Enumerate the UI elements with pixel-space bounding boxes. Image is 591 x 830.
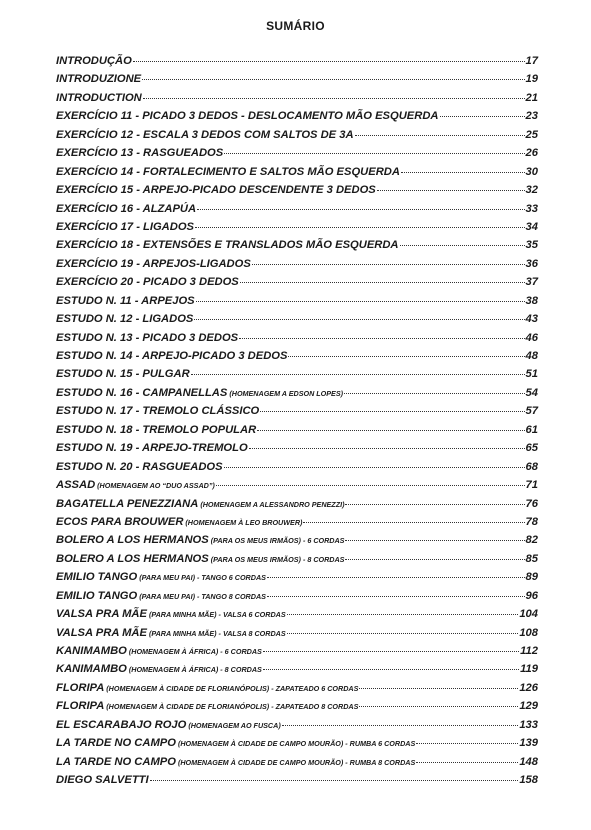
toc-entry-title bbox=[56, 110, 439, 122]
toc-page-number: 65 bbox=[525, 442, 538, 455]
toc-entry-title bbox=[56, 516, 302, 528]
toc-entry-title bbox=[56, 645, 262, 657]
toc-entry-main-text: ESTUDO N. 11 - ARPEJOS bbox=[56, 294, 195, 307]
toc-entry-title bbox=[56, 442, 248, 454]
dot-leader bbox=[240, 282, 525, 283]
toc-entry-title bbox=[56, 553, 344, 565]
toc-entry-title bbox=[56, 424, 256, 436]
toc-entry-title bbox=[56, 774, 149, 786]
dot-leader bbox=[345, 540, 524, 541]
toc-entry-title bbox=[56, 479, 215, 491]
dot-leader bbox=[196, 301, 525, 302]
toc-entry bbox=[56, 424, 538, 442]
toc-entry bbox=[56, 479, 538, 497]
toc-entry-main-text: EXERCÍCIO 17 - LIGADOS bbox=[56, 220, 195, 233]
toc-entry-main-text: EXERCÍCIO 18 - EXTENSÕES E TRANSLADOS MÃO ESQUERDA bbox=[56, 239, 399, 252]
toc-entry-main-text: VALSA PRA MÃE bbox=[56, 608, 147, 621]
toc-entry-main-text: EXERCÍCIO 13 - RASGUEADOS bbox=[56, 147, 224, 160]
toc-entry bbox=[56, 608, 538, 626]
toc-page-number: 35 bbox=[525, 239, 538, 252]
dot-leader bbox=[191, 374, 525, 375]
toc-entry bbox=[56, 276, 538, 294]
dot-leader bbox=[224, 467, 525, 468]
toc-entry-main-text: INTRODUCTION bbox=[56, 91, 142, 104]
toc-entry bbox=[56, 203, 538, 221]
toc-entry-main-text: ESTUDO N. 19 - ARPEJO-TREMOLO bbox=[56, 442, 248, 455]
toc-entry-title bbox=[56, 534, 344, 546]
toc-entry-main-text: EXERCÍCIO 14 - FORTALECIMENTO E SALTOS MÃO ESQUERDA bbox=[56, 165, 400, 178]
toc-entry-title bbox=[56, 350, 287, 362]
toc-entry-subtitle: (HOMENAGEM À CIDADE DE CAMPO MOURÃO) - RUMBA 6 CORDAS bbox=[175, 739, 416, 749]
toc-page-number: 43 bbox=[525, 313, 538, 326]
toc-entry-main-text: EXERCÍCIO 12 - ESCALA 3 DEDOS COM SALTOS DE 3A bbox=[56, 128, 354, 141]
dot-leader bbox=[345, 504, 524, 505]
toc-page-number: 26 bbox=[525, 147, 538, 160]
toc-entry bbox=[56, 258, 538, 276]
toc-entry-main-text: ESTUDO N. 18 - TREMOLO POPULAR bbox=[56, 423, 257, 436]
toc-entry-title bbox=[56, 461, 223, 473]
toc-entry bbox=[56, 221, 538, 239]
dot-leader bbox=[133, 61, 525, 62]
toc-entry bbox=[56, 756, 538, 774]
dot-leader bbox=[216, 485, 525, 486]
toc-entry bbox=[56, 184, 538, 202]
toc-entry-main-text: LA TARDE NO CAMPO bbox=[56, 755, 176, 768]
toc-entry bbox=[56, 534, 538, 552]
toc-page-number: 71 bbox=[525, 479, 538, 492]
toc-entry-title bbox=[56, 719, 281, 731]
toc-entry-subtitle: (PARA MINHA MÃE) - VALSA 8 CORDAS bbox=[146, 628, 286, 638]
toc-entry-title bbox=[56, 737, 415, 749]
toc-entry-subtitle: (PARA MEU PAI) - TANGO 6 CORDAS bbox=[137, 573, 266, 583]
dot-leader bbox=[400, 245, 525, 246]
toc-page-number: 104 bbox=[519, 608, 538, 621]
toc-page-number: 46 bbox=[525, 331, 538, 344]
toc-entry-main-text: EXERCÍCIO 15 - ARPEJO-PICADO DESCENDENTE 3 DEDOS bbox=[56, 184, 376, 197]
dot-leader bbox=[282, 725, 519, 726]
toc-entry-main-text: ESTUDO N. 12 - LIGADOS bbox=[56, 313, 194, 326]
toc-entry-subtitle: (HOMENAGEM AO “DUO ASSAD”) bbox=[95, 481, 215, 491]
toc-entry-subtitle: (PARA OS MEUS IRMÃOS) - 6 CORDAS bbox=[208, 536, 345, 546]
dot-leader bbox=[303, 522, 524, 523]
toc-entry-main-text: INTRODUÇÃO bbox=[56, 55, 132, 67]
toc-entry-main-text: ESTUDO N. 17 - TREMOLO CLÁSSICO bbox=[56, 405, 260, 418]
toc-entry-main-text: ASSAD bbox=[56, 479, 96, 492]
toc-entry-subtitle: (HOMENAGEM À CIDADE DE FLORIANÓPOLIS) - ZAPATEADO 6 CORDAS bbox=[104, 683, 359, 693]
toc-page-number: 54 bbox=[525, 386, 538, 399]
toc-page-number: 129 bbox=[519, 700, 538, 713]
dot-leader bbox=[416, 743, 518, 744]
toc-entry bbox=[56, 645, 538, 663]
toc-page-number: 108 bbox=[519, 626, 538, 639]
dot-leader bbox=[377, 190, 525, 191]
dot-leader bbox=[257, 430, 524, 431]
dot-leader bbox=[252, 264, 525, 265]
toc-page-number: 96 bbox=[525, 589, 538, 602]
toc-entry-main-text: DIEGO SALVETTI bbox=[56, 774, 149, 787]
toc-entry-title bbox=[56, 203, 196, 215]
toc-entry-subtitle: (HOMENAGEM À CIDADE DE CAMPO MOURÃO) - RUMBA 8 CORDAS bbox=[175, 757, 416, 767]
toc-page-number: 126 bbox=[519, 681, 538, 694]
dot-leader bbox=[267, 596, 525, 597]
toc-entry bbox=[56, 239, 538, 257]
dot-leader bbox=[288, 356, 524, 357]
toc-page-number: 38 bbox=[525, 294, 538, 307]
toc-entry-main-text: ESTUDO N. 16 - CAMPANELLAS bbox=[56, 386, 228, 399]
toc-page-number: 61 bbox=[525, 423, 538, 436]
toc-entry bbox=[56, 719, 538, 737]
toc-entry-main-text: BOLERO A LOS HERMANOS bbox=[56, 552, 209, 565]
toc-entry-subtitle: (PARA OS MEUS IRMÃOS) - 8 CORDAS bbox=[208, 554, 345, 564]
toc-entry-title bbox=[56, 682, 358, 694]
toc-entry-main-text: BAGATELLA PENEZZIANA bbox=[56, 497, 199, 510]
toc-page-number: 51 bbox=[525, 368, 538, 381]
toc-entry bbox=[56, 129, 538, 147]
toc-entry-title bbox=[56, 700, 358, 712]
toc-entry-main-text: ESTUDO N. 15 - PULGAR bbox=[56, 368, 190, 381]
toc-page-number: 32 bbox=[525, 184, 538, 197]
toc-page-number: 76 bbox=[525, 497, 538, 510]
dot-leader bbox=[239, 338, 524, 339]
toc-entry-main-text: EXERCÍCIO 16 - ALZAPÚA bbox=[56, 202, 197, 215]
dot-leader bbox=[267, 577, 525, 578]
toc-entry-title bbox=[56, 663, 262, 675]
toc-page-number: 57 bbox=[525, 405, 538, 418]
toc-entry-main-text: BOLERO A LOS HERMANOS bbox=[56, 534, 209, 547]
toc-entry-title bbox=[56, 756, 415, 768]
toc-entry-title bbox=[56, 627, 286, 639]
toc-page-number: 85 bbox=[525, 552, 538, 565]
toc-page-number: 139 bbox=[519, 737, 538, 750]
toc-entry-main-text: EXERCÍCIO 20 - PICADO 3 DEDOS bbox=[56, 276, 239, 289]
toc-entry-subtitle: (HOMENAGEM À ÁFRICA) - 8 CORDAS bbox=[126, 665, 262, 675]
toc-entry-title bbox=[56, 184, 376, 196]
dot-leader bbox=[401, 172, 525, 173]
toc-entry-title bbox=[56, 73, 141, 85]
toc-entry bbox=[56, 295, 538, 313]
toc-page-number: 148 bbox=[519, 755, 538, 768]
toc-entry-subtitle: (HOMENAGEM AO FUSCA) bbox=[186, 720, 281, 730]
toc-entry bbox=[56, 166, 538, 184]
toc-entry bbox=[56, 387, 538, 405]
toc-entry-title bbox=[56, 608, 286, 620]
toc-entry-main-text: EXERCÍCIO 19 - ARPEJOS-LIGADOS bbox=[56, 257, 251, 270]
toc-entry-main-text: EMILIO TANGO bbox=[56, 571, 138, 584]
toc-entry bbox=[56, 147, 538, 165]
toc-page-number: 48 bbox=[525, 350, 538, 362]
toc-entry bbox=[56, 461, 538, 479]
toc-entry-title bbox=[56, 368, 190, 380]
toc-entry-title bbox=[56, 166, 400, 178]
toc-entry-main-text: ECOS PARA BROUWER bbox=[56, 515, 184, 528]
page-title: SUMÁRIO bbox=[266, 19, 325, 33]
table-of-contents bbox=[56, 55, 538, 793]
dot-leader bbox=[359, 706, 518, 707]
toc-entry-main-text: LA TARDE NO CAMPO bbox=[56, 737, 176, 750]
toc-entry-main-text: KANIMAMBO bbox=[56, 663, 127, 676]
dot-leader bbox=[263, 669, 519, 670]
toc-entry bbox=[56, 627, 538, 645]
toc-entry-subtitle: (HOMENAGEM À CIDADE DE FLORIANÓPOLIS) - ZAPATEADO 8 CORDAS bbox=[104, 702, 359, 712]
toc-page-number: 25 bbox=[525, 128, 538, 141]
toc-entry-title bbox=[56, 129, 354, 141]
toc-entry-title bbox=[56, 258, 251, 270]
toc-page-number: 68 bbox=[525, 460, 538, 473]
dot-leader bbox=[224, 153, 524, 154]
dot-leader bbox=[143, 98, 525, 99]
toc-entry-subtitle: (HOMENAGEM A EDSON LOPES) bbox=[227, 388, 344, 398]
dot-leader bbox=[287, 633, 519, 634]
toc-page-number: 17 bbox=[525, 55, 538, 67]
toc-entry-subtitle: (PARA MINHA MÃE) - VALSA 6 CORDAS bbox=[146, 610, 286, 620]
toc-page-number: 21 bbox=[525, 91, 538, 104]
toc-entry-title bbox=[56, 55, 132, 67]
toc-entry-title bbox=[56, 590, 266, 602]
toc-entry bbox=[56, 663, 538, 681]
toc-entry-title bbox=[56, 295, 195, 307]
dot-leader bbox=[195, 227, 525, 228]
toc-page-number: 19 bbox=[525, 73, 538, 86]
toc-entry-title bbox=[56, 571, 266, 583]
toc-entry-title bbox=[56, 405, 259, 417]
toc-entry-title bbox=[56, 332, 238, 344]
dot-leader bbox=[194, 319, 524, 320]
toc-entry bbox=[56, 498, 538, 516]
toc-entry-main-text: VALSA PRA MÃE bbox=[56, 626, 147, 639]
toc-entry-main-text: FLORIPA bbox=[56, 681, 105, 694]
toc-entry bbox=[56, 737, 538, 755]
toc-entry bbox=[56, 110, 538, 128]
dot-leader bbox=[260, 411, 524, 412]
toc-entry-title bbox=[56, 221, 194, 233]
toc-entry bbox=[56, 442, 538, 460]
toc-entry-main-text: ESTUDO N. 14 - ARPEJO-PICADO 3 DEDOS bbox=[56, 350, 288, 362]
toc-entry-main-text: EXERCÍCIO 11 - PICADO 3 DEDOS - DESLOCAMENTO MÃO ESQUERDA bbox=[56, 110, 439, 123]
toc-entry-title bbox=[56, 147, 223, 159]
toc-entry bbox=[56, 405, 538, 423]
toc-entry-title bbox=[56, 313, 193, 325]
dot-leader bbox=[344, 393, 525, 394]
toc-page-number: 33 bbox=[525, 202, 538, 215]
toc-entry-main-text: KANIMAMBO bbox=[56, 645, 127, 657]
toc-entry bbox=[56, 313, 538, 331]
toc-entry bbox=[56, 590, 538, 608]
toc-page-number: 23 bbox=[525, 110, 538, 123]
toc-entry bbox=[56, 368, 538, 386]
dot-leader bbox=[359, 688, 518, 689]
toc-entry bbox=[56, 332, 538, 350]
toc-entry-title bbox=[56, 92, 142, 104]
toc-entry-subtitle: (HOMENAGEM À LEO BROUWER) bbox=[183, 517, 303, 527]
dot-leader bbox=[345, 559, 524, 560]
toc-entry bbox=[56, 92, 538, 110]
toc-page-number: 133 bbox=[519, 718, 538, 731]
toc-entry bbox=[56, 516, 538, 534]
toc-page-number: 36 bbox=[525, 257, 538, 270]
toc-entry-main-text: ESTUDO N. 13 - PICADO 3 DEDOS bbox=[56, 331, 239, 344]
dot-leader bbox=[440, 116, 525, 117]
dot-leader bbox=[355, 135, 525, 136]
toc-entry bbox=[56, 700, 538, 718]
toc-entry bbox=[56, 571, 538, 589]
toc-entry-title bbox=[56, 239, 399, 251]
toc-entry-subtitle: (HOMENAGEM A ALESSANDRO PENEZZI) bbox=[198, 499, 345, 509]
toc-page-number: 37 bbox=[525, 276, 538, 289]
toc-entry bbox=[56, 774, 538, 792]
toc-page-number: 78 bbox=[525, 515, 538, 528]
toc-page-number: 119 bbox=[520, 663, 538, 676]
toc-page-number: 30 bbox=[525, 165, 538, 178]
toc-entry-subtitle: (HOMENAGEM À ÁFRICA) - 6 CORDAS bbox=[126, 647, 262, 656]
toc-entry-title bbox=[56, 498, 344, 510]
toc-page-number: 158 bbox=[519, 774, 538, 787]
dot-leader bbox=[142, 79, 524, 80]
toc-entry-main-text: INTRODUZIONE bbox=[56, 73, 142, 86]
toc-entry bbox=[56, 350, 538, 368]
dot-leader bbox=[416, 762, 518, 763]
toc-entry-main-text: ESTUDO N. 20 - RASGUEADOS bbox=[56, 460, 223, 473]
toc-entry-title bbox=[56, 276, 239, 288]
dot-leader bbox=[197, 209, 524, 210]
toc-page-number: 89 bbox=[525, 571, 538, 584]
toc-entry bbox=[56, 682, 538, 700]
dot-leader bbox=[150, 780, 519, 781]
toc-entry bbox=[56, 55, 538, 73]
toc-page-number: 82 bbox=[525, 534, 538, 547]
toc-page-number: 112 bbox=[520, 645, 538, 657]
dot-leader bbox=[249, 448, 525, 449]
toc-entry-main-text: EL ESCARABAJO ROJO bbox=[56, 718, 187, 731]
toc-page-number: 34 bbox=[525, 220, 538, 233]
toc-entry bbox=[56, 73, 538, 91]
toc-entry-title bbox=[56, 387, 343, 399]
toc-entry-main-text: EMILIO TANGO bbox=[56, 589, 138, 602]
toc-entry bbox=[56, 553, 538, 571]
dot-leader bbox=[287, 614, 519, 615]
dot-leader bbox=[263, 651, 519, 652]
toc-entry-main-text: FLORIPA bbox=[56, 700, 105, 713]
toc-entry-subtitle: (PARA MEU PAI) - TANGO 8 CORDAS bbox=[137, 591, 266, 601]
